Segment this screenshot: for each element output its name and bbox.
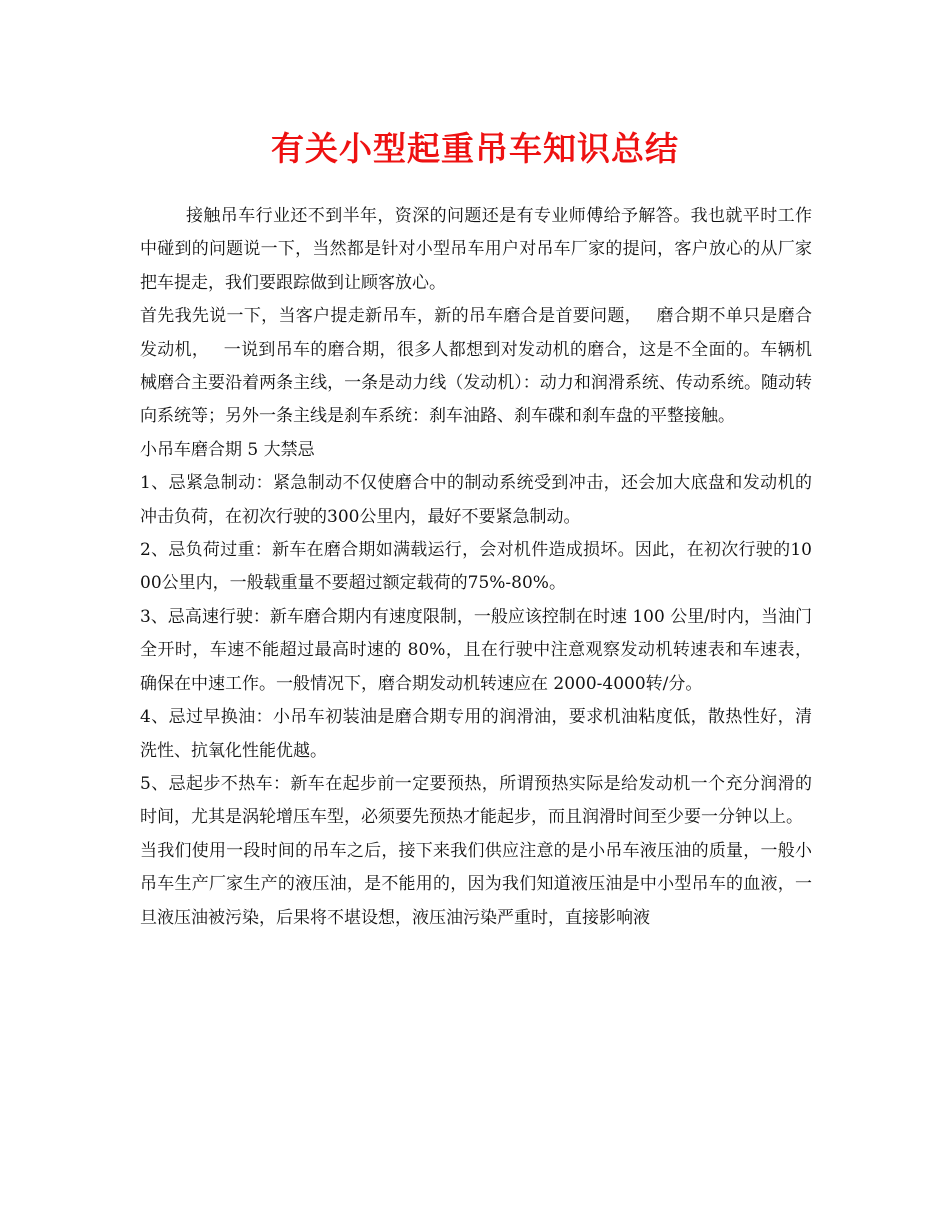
list-item: 1、忌紧急制动：紧急制动不仅使磨合中的制动系统受到冲击，还会加大底盘和发动机的冲击负荷，在初次行驶的300公里内，最好不要紧急制动。 [140,473,812,527]
document-title: 有关小型起重吊车知识总结 [271,129,679,168]
list-item: 4、忌过早换油：小吊车初装油是磨合期专用的润滑油，要求机油粘度低，散热性好，清洗性、抗氧化性能优越。 [140,707,812,761]
document-body [140,200,812,935]
hydraulic-oil-paragraph: 当我们使用一段时间的吊车之后，接下来我们供应注意的是小吊车液压油的质量，一般小吊车生产厂家生产的液压油，是不能用的，因为我们知道液压油是中小型吊车的血液，一旦液压油被污染，后果将不堪设想，液压油污染严重时，直接影响液 [140,840,812,928]
list-item: 2、忌负荷过重：新车在磨合期如满载运行，会对机件造成损坏。因此，在初次行驶的1000公里内，一般载重量不要超过额定载荷的75%-80%。 [140,540,812,594]
section-heading: 小吊车磨合期 5 大禁忌 [140,439,315,460]
intro-paragraph: 接触吊车行业还不到半年，资深的问题还是有专业师傅给予解答。我也就平时工作中碰到的问题说一下，当然都是针对小型吊车用户对吊车厂家的提问，客户放心的从厂家把车提走，我们要跟踪做到让顾客放心。 [140,206,812,293]
list-item: 5、忌起步不热车：新车在起步前一定要预热，所谓预热实际是给发动机一个充分润滑的时间，尤其是涡轮增压车型，必须要先预热才能起步，而且润滑时间至少要一分钟以上。 [140,773,812,828]
break-in-paragraph: 首先我先说一下，当客户提走新吊车，新的吊车磨合是首要问题， 磨合期不单只是磨合发动机， 一说到吊车的磨合期，很多人都想到对发动机的磨合，这是不全面的。车辆机械磨合主要沿着两条主线，一条是动力线（发动机）：动力和润滑系统、传动系统。随动转向系统等；另外一条主线是刹车系统：刹车油路、刹车碟和刹车盘的平整接触。 [140,306,812,427]
list-item: 3、忌高速行驶：新车磨合期内有速度限制，一般应该控制在时速 100 公里/时内，当油门全开时，车速不能超过最高时速的 80%，且在行驶中注意观察发动机转速表和车速表，确保在中速工作。一般情况下，磨合期发动机转速应在 2000-4000转/分。 [140,606,812,694]
